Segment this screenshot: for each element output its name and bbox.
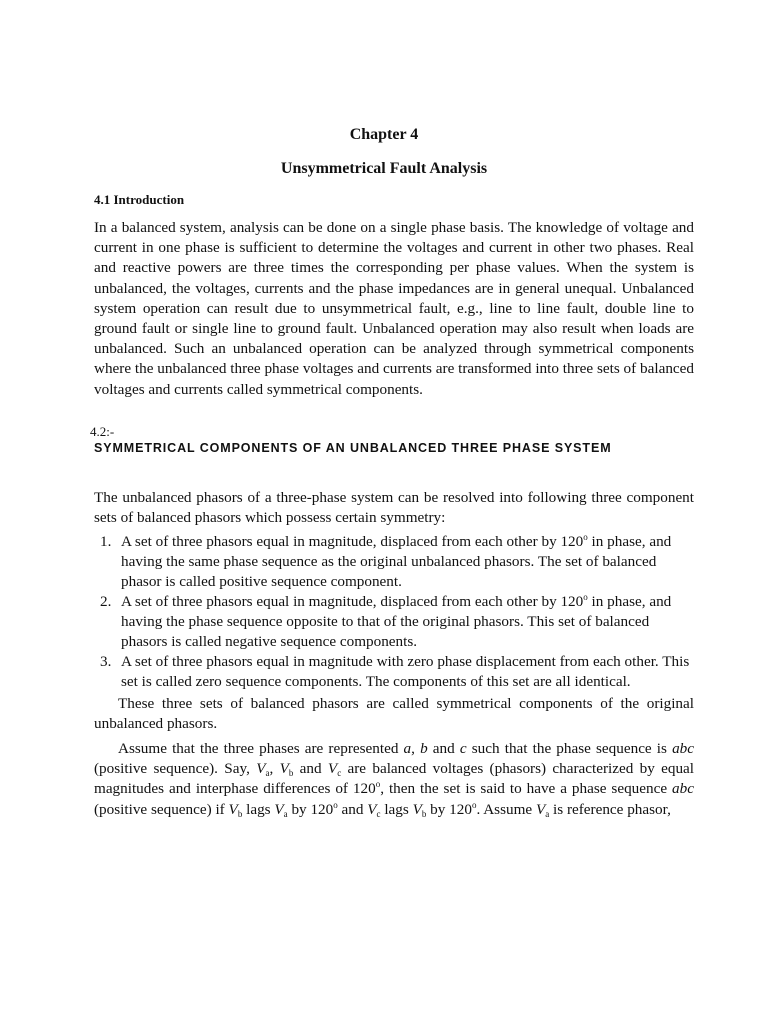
list-item-number: 2. <box>100 593 112 610</box>
introduction-paragraph: In a balanced system, analysis can be done on a single phase basis. The knowledge of voltage and current in one phase is sufficient to determine the voltages and current in other two phases. Real and reactive powers are three times the corresponding per phase values. When the system is unbalanced, the voltages, currents and the phase impedances are in general unequal. Unbalanced system operation can result due to unsymmetrical fault, e.g., line to line fault, double line to ground fault or single line to ground fault. Unbalanced operation may also result when loads are unbalanced. Such an unbalanced operation can be analyzed through symmetrical components where the unbalanced three phase voltages and currents are transformed into three sets of balanced voltages and currents called symmetrical components. <box>94 219 694 398</box>
section-2-number: 4.2:- <box>90 424 115 439</box>
list-item: 1. A set of three phasors equal in magnitude, displaced from each other by 120$^o$ in phase, and having the same phase sequence as the original unbalanced phasors. The set of balanced phasor is called positive sequence component. <box>100 532 672 590</box>
list-item-number: 3. <box>100 653 112 670</box>
list-item: 3. A set of three phasors equal in magnitude with zero phase displacement from each other. This set is called zero sequence components. The components of this set are all identical. <box>100 653 690 690</box>
component-list <box>94 532 694 692</box>
section-2-intro-paragraph: The unbalanced phasors of a three-phase system can be resolved into following three component sets of balanced phasors which possess certain symmetry: <box>94 489 694 527</box>
section-1-heading: 4.1 Introduction <box>94 192 185 207</box>
symmetrical-components-paragraph: These three sets of balanced phasors are called symmetrical components of the original unbalanced phasors. <box>94 695 694 733</box>
list-item: 2. A set of three phasors equal in magnitude, displaced from each other by 120$^o$ in phase, and having the phase sequence opposite to that of the original phasors. This set of balanced phasors is called negative sequence components. <box>100 592 672 650</box>
section-2-heading: SYMMETRICAL COMPONENTS OF AN UNBALANCED THREE PHASE SYSTEM <box>94 441 612 455</box>
chapter-title: Unsymmetrical Fault Analysis <box>280 160 488 177</box>
phase-sequence-paragraph: Assume that the three phases are represented a, b and c such that the phase sequence is abc (positive sequence). Say, $V_a$, $V_b$ and $V_c$ are balanced voltages (phasors) characterized by equal magnitudes and interphase differences of 120$^o$, then the set is said to have a phase sequence abc (positive sequence) if $V_b$ lags $V_a$ by 120$^o$ and $V_c$ lags $V_b$ by 120$^o$. Assume $V_a$ is reference phasor, <box>94 740 695 819</box>
chapter-label: Chapter 4 <box>349 126 419 143</box>
list-item-number: 1. <box>100 533 112 550</box>
